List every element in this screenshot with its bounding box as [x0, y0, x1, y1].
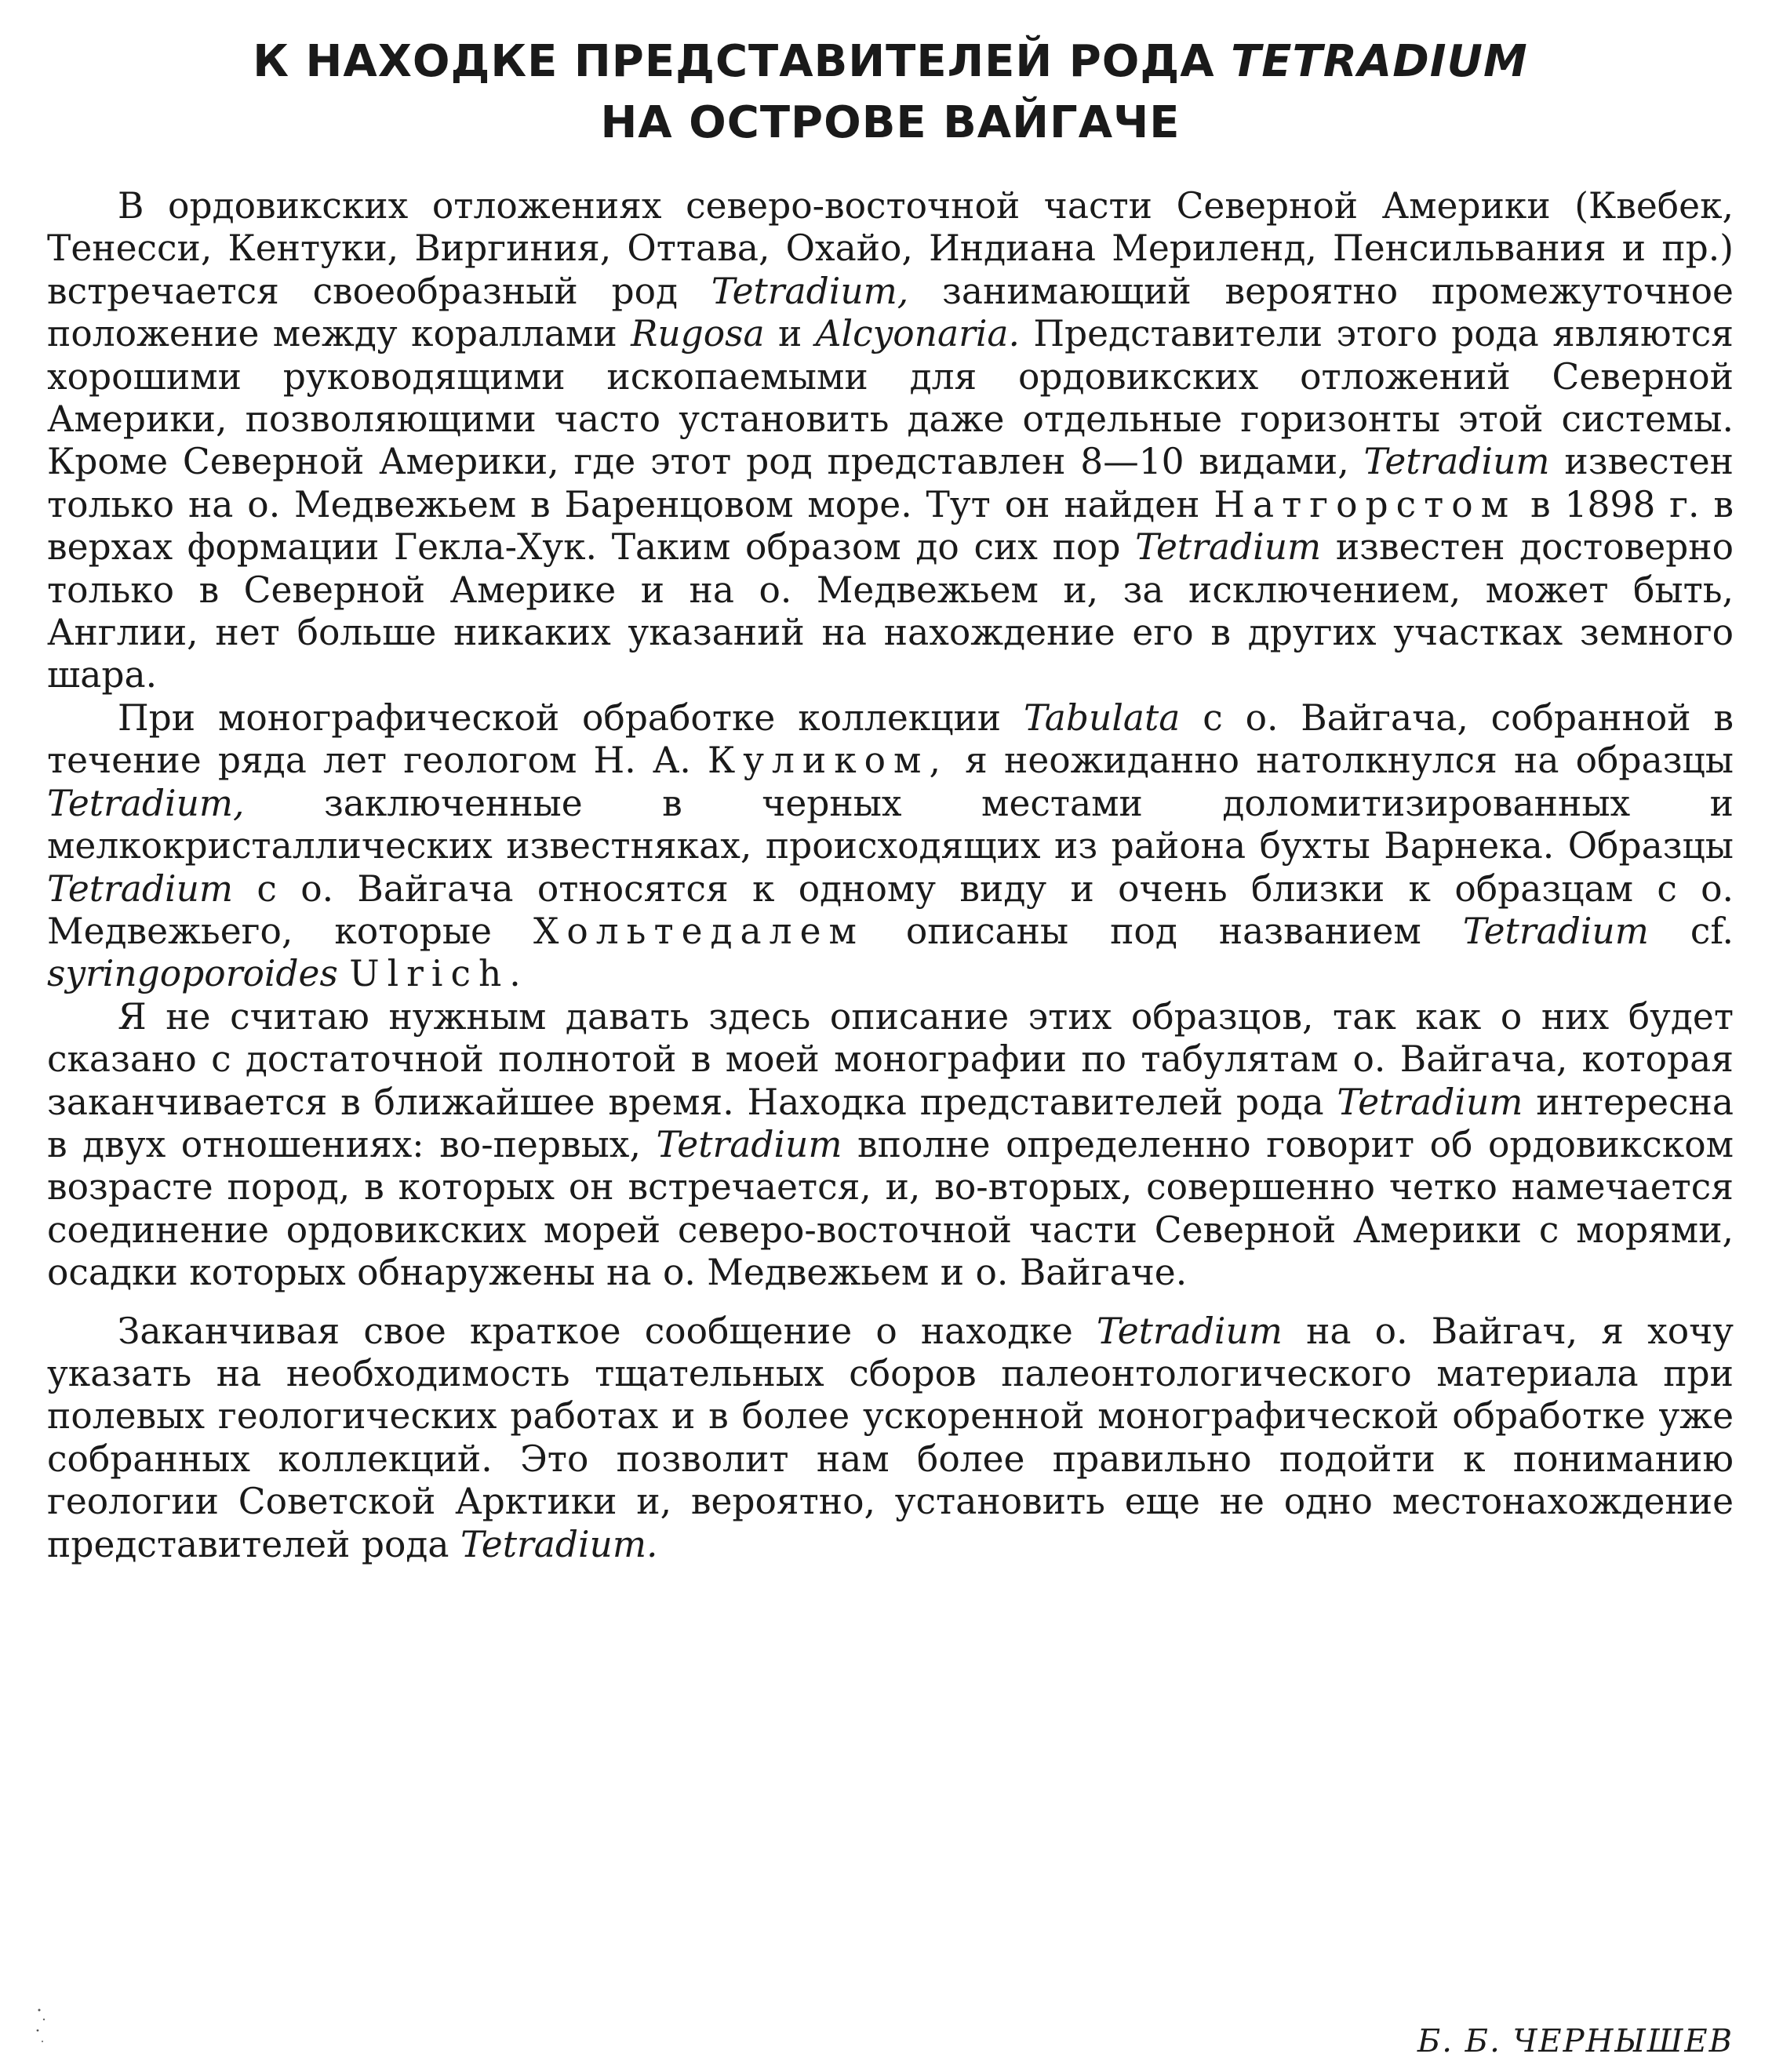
text-run: Заканчивая свое краткое сообщение о находке: [118, 1310, 1097, 1352]
italic-term: Rugosa: [631, 313, 765, 355]
text-run: известен достоверно только в Северной Америке и на о. Медвежьем и, за исключением, может быть, Англии, нет больше никаких указаний на нахождение его в других участках земного шара.: [47, 526, 1734, 696]
paragraph: [47, 1310, 1734, 1566]
italic-term: Tetradium,: [711, 270, 909, 312]
text-run: [338, 953, 349, 994]
paragraph: [47, 996, 1734, 1295]
italic-term: Tabulata: [1023, 696, 1181, 739]
text-run: с о. Вайгача, собранной в течение ряда лет геологом Н. А.: [47, 696, 1734, 782]
italic-term: Tetradium: [1462, 910, 1649, 952]
italic-term: Tetradium: [1337, 1081, 1523, 1123]
italic-term: Tetradium: [1363, 441, 1550, 483]
text-run: cf.: [1648, 910, 1734, 952]
text-run: заключенные в черных местами доломитизированных и мелкокристаллических известняках, происходящих из района бухты Варнека. Образцы: [47, 782, 1734, 867]
italic-term: Alcyonaria.: [815, 313, 1020, 355]
text-run: на о. Вайгач, я хочу указать на необходимость тщательных сборов палеонтологического материала при полевых геологических работах и в более ускоренной монографической обработке уже собранных коллекций. Это позволит нам более правильно подойти к пониманию геологии Советской Арктики и, вероятно, установить еще не одно местонахождение представителей рода: [47, 1310, 1734, 1565]
article-title: [47, 31, 1734, 154]
spaced-name: Ulrich.: [349, 953, 529, 995]
article: [47, 31, 1734, 2059]
text-run: Я не считаю нужным давать здесь описание этих образцов, так как о них будет сказано с достаточной полнотой в моей монографии по табулятам о. Вайгача, которая заканчивается в ближайшее время. Находка представителей рода: [47, 995, 1734, 1123]
italic-term: Tetradium,: [47, 782, 245, 824]
text-run: известен только на о. Медвежьем в Баренцовом море. Тут он найден: [47, 441, 1734, 525]
text-run: интересна в двух отношениях: во-первых,: [47, 1081, 1734, 1165]
text-run: При монографической обработке коллекции: [118, 696, 1024, 739]
text-run: описаны под названием: [864, 910, 1463, 952]
article-body: [47, 185, 1734, 1566]
italic-term: syringoporoides: [47, 953, 338, 995]
italic-term: Tetradium.: [460, 1523, 658, 1565]
title-genus: TETRADIUM: [1231, 36, 1528, 87]
text-run: вполне определенно говорит об ордовикском возрасте пород, в которых он встречается, и, во-вторых, совершенно четко намечается соединение ордовикских морей северо-восточной части Северной Америки с морями, осадки которых обнаружены на о. Медвежьем и о. Вайгаче.: [47, 1123, 1734, 1294]
spaced-name: Куликом,: [708, 740, 948, 782]
text-run: и: [764, 313, 816, 355]
scan-speck-decoration: [31, 2004, 53, 2051]
paragraph: [47, 185, 1734, 697]
spaced-name: Натгорстом: [1214, 483, 1517, 525]
title-line-2: НА ОСТРОВЕ ВАЙГАЧЕ: [600, 97, 1181, 148]
paragraph: [47, 697, 1734, 996]
text-run: Представители этого рода являются хорошими руководящими ископаемыми для ордовикских отложений Северной Америки, позволяющими часто установить даже отдельные горизонты этой системы. Кроме Северной Америки, где этот род представлен 8—10 видами,: [47, 313, 1734, 483]
text-run: В ордовикских отложениях северо-восточной части Северной Америки (Квебек, Тенесси, Кентуки, Виргиния, Оттава, Охайо, Индиана Мериленд, Пенсильвания и пр.) встречается своеобразный род: [47, 185, 1734, 312]
title-line-1-text: К НАХОДКЕ ПРЕДСТАВИТЕЛЕЙ РОДА: [253, 36, 1232, 87]
spaced-name: Хольтедалем: [533, 910, 864, 952]
author-signature: Б. Б. ЧЕРНЫШЕВ: [1417, 2023, 1734, 2059]
text-run: с о. Вайгача относятся к одному виду и очень близки к образцам с о. Медвежьего, которые: [47, 867, 1734, 952]
italic-term: Tetradium: [656, 1123, 842, 1165]
text-run: занимающий вероятно промежуточное положение между кораллами: [47, 270, 1734, 355]
title-line-1: [253, 36, 1527, 87]
italic-term: Tetradium: [47, 867, 234, 910]
text-run: я неожиданно натолкнулся на образцы: [948, 740, 1734, 782]
text-run: в 1898 г. в верхах формации Гекла-Хук. Таким образом до сих пор: [47, 483, 1734, 569]
italic-term: Tetradium: [1096, 1310, 1283, 1352]
italic-term: Tetradium: [1135, 526, 1322, 569]
